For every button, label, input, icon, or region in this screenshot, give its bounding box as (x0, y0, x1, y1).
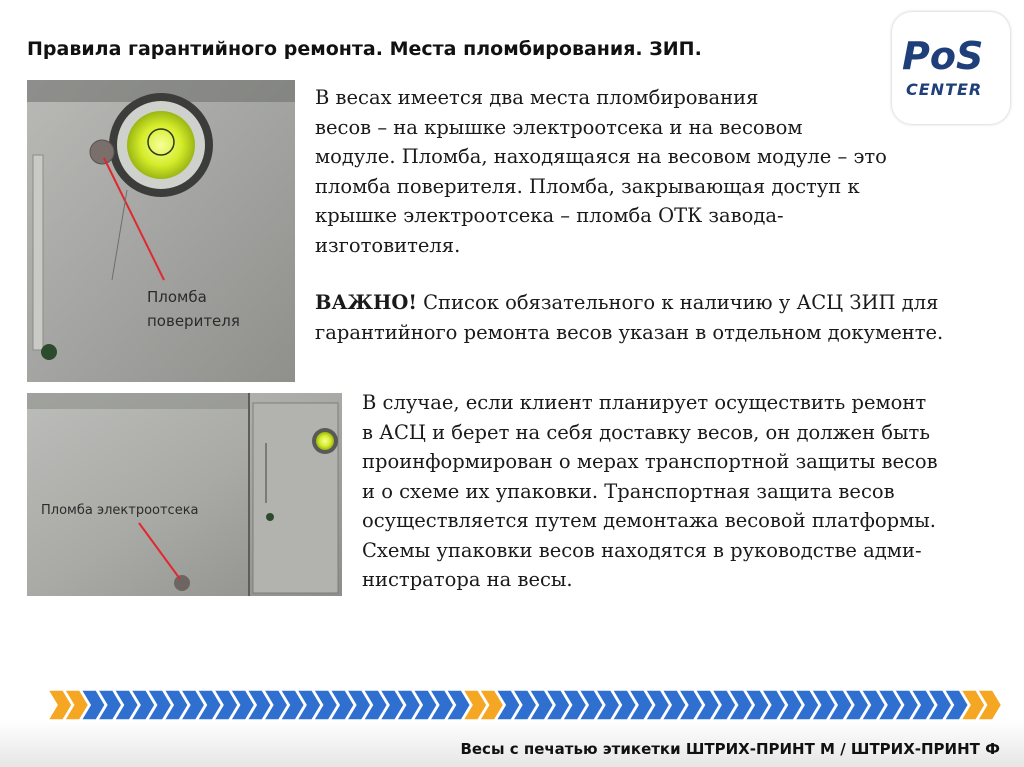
paragraph1-line: весов – на крышке электроотсека и на весовом (315, 115, 803, 139)
electro-seal-label: Пломба электроотсека (41, 503, 199, 518)
paragraph-seal-places (315, 83, 887, 260)
paragraph1-line: модуле. Пломба, находящаяся на весовом модуле – это (315, 145, 887, 168)
paragraph-transport (362, 388, 938, 595)
paragraph2-line: и о схеме их упаковки. Транспортная защита весов (362, 479, 895, 503)
photo-electro-seal (27, 393, 342, 596)
photo-verifier-seal-image (27, 80, 295, 382)
important-text-line2: гарантийного ремонта весов указан в отдельном документе. (315, 320, 944, 344)
paragraph1-line: крышке электроотсека – пломба ОТК завода- (315, 204, 784, 227)
photo-electro-seal-image (27, 393, 342, 596)
paragraph2-line: осуществляется путем демонтажа весовой платформы. (362, 509, 936, 532)
paragraph2-line: В случае, если клиент планирует осуществить ремонт (362, 391, 927, 414)
paragraph1-line: пломба поверителя. Пломба, закрывающая доступ к (315, 174, 860, 198)
chevron-arrows-decoration (0, 683, 1024, 727)
logo-center-text: CENTER (906, 80, 983, 99)
footer-product-name: Весы с печатью этикетки ШТРИХ-ПРИНТ М / ШТРИХ-ПРИНТ Ф (460, 740, 1000, 758)
paragraph2-line: Схемы упаковки весов находятся в руководстве адми- (362, 538, 922, 562)
paragraph2-line: проинформирован о мерах транспортной защиты весов (362, 450, 938, 473)
paragraph2-line: нистратора на весы. (362, 568, 573, 591)
slide-title: Правила гарантийного ремонта. Места пломбирования. ЗИП. (27, 38, 702, 60)
important-note (315, 288, 943, 347)
logo-pos-text: PoS (902, 34, 984, 78)
paragraph1-line: В весах имеется два места пломбирования (315, 86, 759, 109)
important-label: ВАЖНО! (315, 291, 417, 314)
verifier-seal-label-line2: поверителя (147, 312, 240, 330)
important-text-line1: Список обязательного к наличию у АСЦ ЗИП для (416, 291, 939, 314)
verifier-seal-label-line1: Пломба (147, 288, 207, 306)
pos-center-logo (892, 12, 1010, 124)
paragraph2-line: в АСЦ и берет на себя доставку весов, он должен быть (362, 420, 930, 444)
photo-verifier-seal (27, 80, 295, 382)
paragraph1-line: изготовителя. (315, 233, 461, 257)
